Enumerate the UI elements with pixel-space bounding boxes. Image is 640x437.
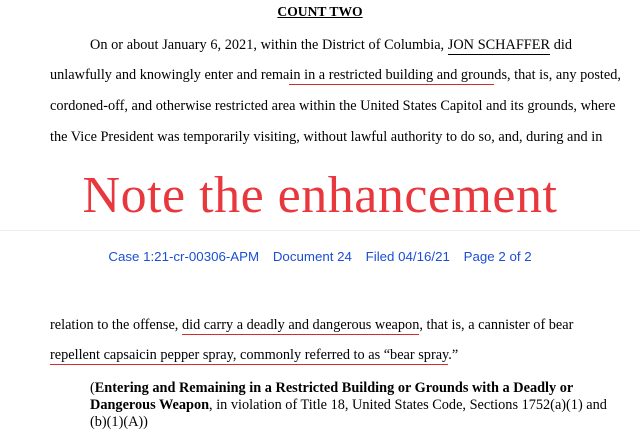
page-indicator: Page 2 of 2 [463,249,532,264]
p1-line-1-post: did [553,37,572,53]
p2-line-1-underlined: did carry a deadly and dangerous weapon [181,317,420,333]
p3-line-1-inline [90,380,573,396]
page-divider [0,230,640,231]
enhancement-overlay-text: Note the enhancement [82,167,558,224]
p3-heading-part-2: Dangerous Weapon [90,397,210,413]
p2-line-1-inline [50,317,573,335]
document-number: Document 24 [272,249,352,264]
p1-line-3: cordoned-off, and otherwise restricted area within the United States Capitol and its grounds, where [50,98,616,114]
p2-line-1-post: , that is, a cannister of bear [419,317,574,333]
p3-line-2 [90,396,607,414]
p2-line-1-pre: relation to the offense, [50,317,179,333]
case-header [0,249,640,264]
p2-line-1 [50,316,572,334]
p1-line-1-pre: On or about January 6, 2021, within the District of Columbia, [90,37,445,53]
case-number: Case 1:21-cr-00306-APM [108,249,260,264]
p2-line-2-post: .” [448,347,459,363]
p3-line-1 [90,379,572,397]
p1-line-4: the Vice President was temporarily visiting, without lawful authority to do so, and, during and in [50,129,603,145]
p3-line-3: (b)(1)(A)) [90,414,148,430]
defendant-name: JON SCHAFFER [447,37,551,53]
p2-line-2 [50,346,458,364]
p3-heading-part-1: Entering and Remaining in a Restricted Building or Grounds with a Deadly or [94,380,574,396]
p1-line-2-underlined: in in a restricted building and groun [289,67,495,83]
p1-line-2-pre: unlawfully and knowingly enter and rema [50,67,290,83]
p1-line-2-inline [50,67,621,85]
p1-line-2 [50,66,621,84]
count-two-heading: COUNT TWO [277,4,363,19]
p1-line-1 [90,36,572,54]
p3-statute: , in violation of Title 18, United States Code, Sections 1752(a)(1) and [209,397,607,413]
filed-date: Filed 04/16/21 [365,249,450,264]
p3-open-paren: ( [90,380,95,396]
p1-line-2-post: ds, that is, any posted, [494,67,621,83]
p2-line-2-underlined: repellent capsaicin pepper spray, commonly referred to as “bear spray [50,347,449,363]
